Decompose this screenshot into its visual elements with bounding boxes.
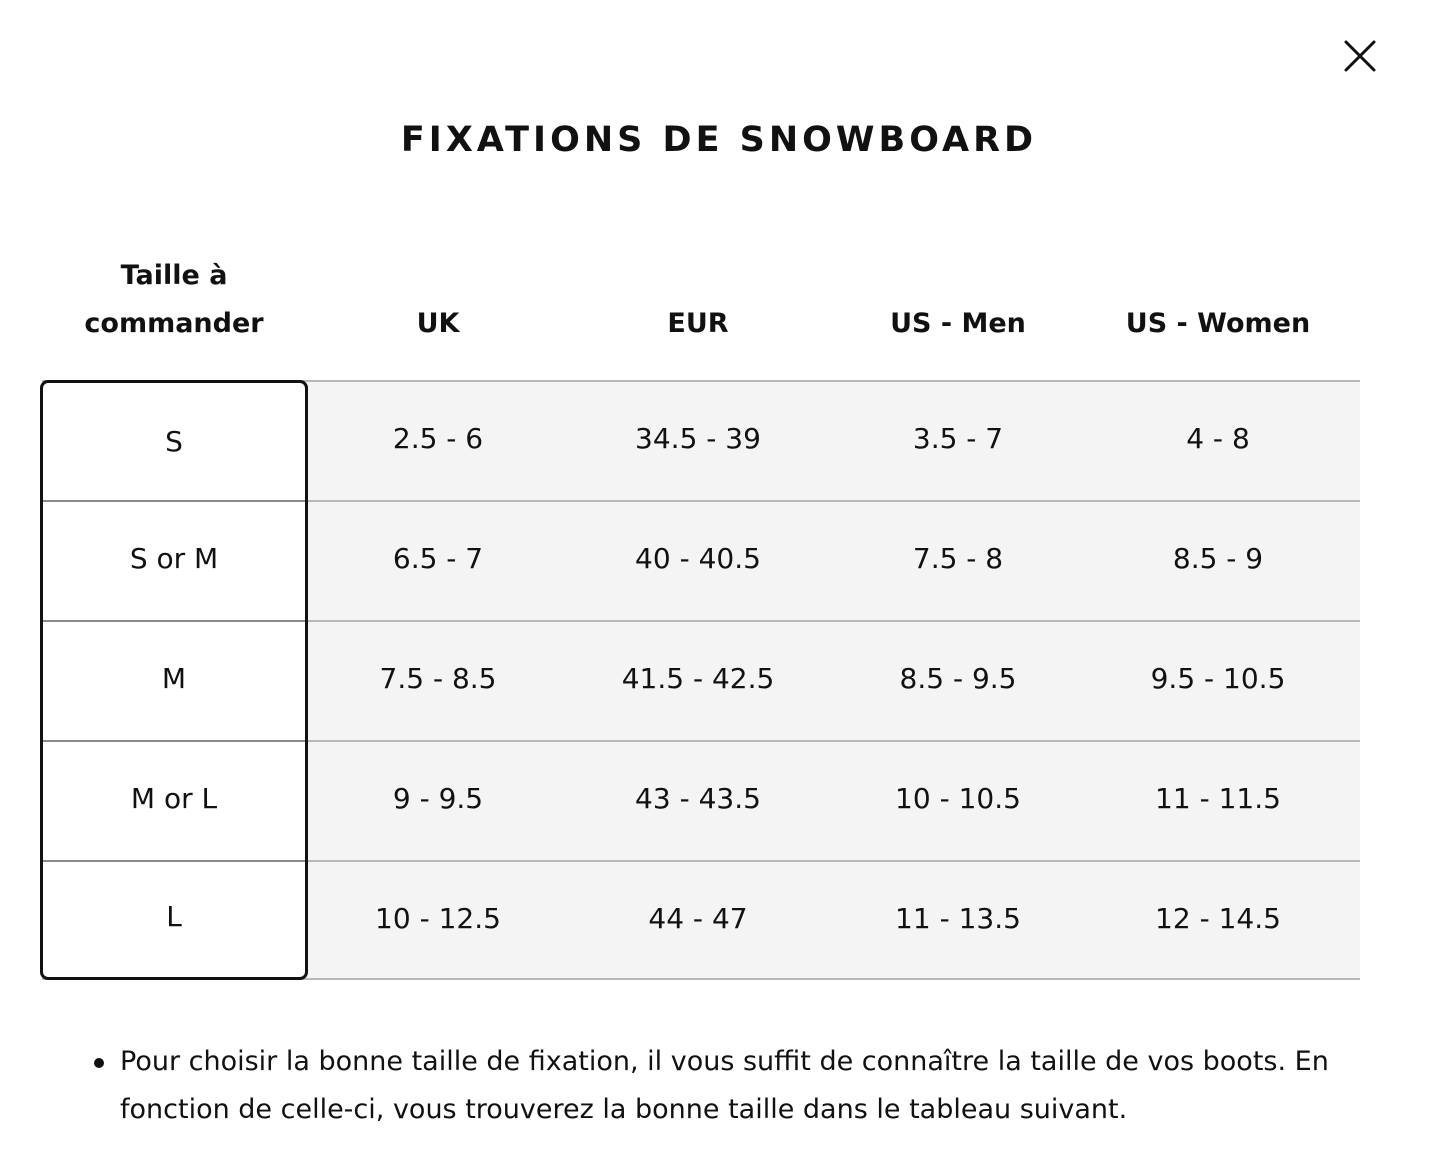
us-men-cell: 10 - 10.5 — [895, 782, 1021, 815]
header-us-men: US - Men — [890, 308, 1026, 339]
eur-cell: 34.5 - 39 — [635, 422, 761, 455]
us-women-cell: 9.5 - 10.5 — [1150, 662, 1286, 695]
us-men-cell: 7.5 - 8 — [912, 542, 1004, 575]
uk-cell: 2.5 - 6 — [392, 422, 484, 455]
header-size-to-order: Taille à commander — [84, 260, 264, 339]
size-cell: M — [161, 662, 187, 695]
us-men-cell: 8.5 - 9.5 — [899, 662, 1017, 695]
size-cell: S — [165, 425, 183, 458]
uk-cell: 9 - 9.5 — [392, 782, 484, 815]
size-divider — [43, 740, 305, 742]
header-us-women: US - Women — [1125, 308, 1311, 339]
eur-cell: 43 - 43.5 — [635, 782, 761, 815]
size-note: Pour choisir la bonne taille de fixation, il vous suffit de connaître la taille de vos boots. En fonction de celle-ci, vous trouverez la bonne taille dans le tableau suivant. — [92, 1038, 1372, 1134]
size-divider — [43, 860, 305, 862]
header-eur: EUR — [667, 308, 729, 339]
size-cell: L — [166, 900, 182, 933]
uk-cell: 7.5 - 8.5 — [379, 662, 497, 695]
size-cell: S or M — [129, 542, 219, 575]
eur-cell: 44 - 47 — [648, 902, 748, 935]
size-note-list — [92, 1038, 1372, 1134]
us-women-cell: 12 - 14.5 — [1155, 902, 1281, 935]
header-uk: UK — [416, 308, 460, 339]
page-title: FIXATIONS DE SNOWBOARD — [400, 120, 1038, 160]
us-men-cell: 11 - 13.5 — [895, 902, 1021, 935]
uk-cell: 10 - 12.5 — [375, 902, 501, 935]
eur-cell: 41.5 - 42.5 — [621, 662, 775, 695]
size-divider — [43, 500, 305, 502]
size-divider — [43, 620, 305, 622]
uk-cell: 6.5 - 7 — [392, 542, 484, 575]
table-header-row — [0, 252, 1438, 362]
us-women-cell: 11 - 11.5 — [1155, 782, 1281, 815]
us-men-cell: 3.5 - 7 — [912, 422, 1004, 455]
size-cell: M or L — [130, 782, 218, 815]
eur-cell: 40 - 40.5 — [635, 542, 761, 575]
close-icon — [1338, 34, 1382, 78]
us-women-cell: 8.5 - 9 — [1172, 542, 1264, 575]
us-women-cell: 4 - 8 — [1186, 422, 1250, 455]
close-button[interactable] — [1338, 34, 1382, 78]
